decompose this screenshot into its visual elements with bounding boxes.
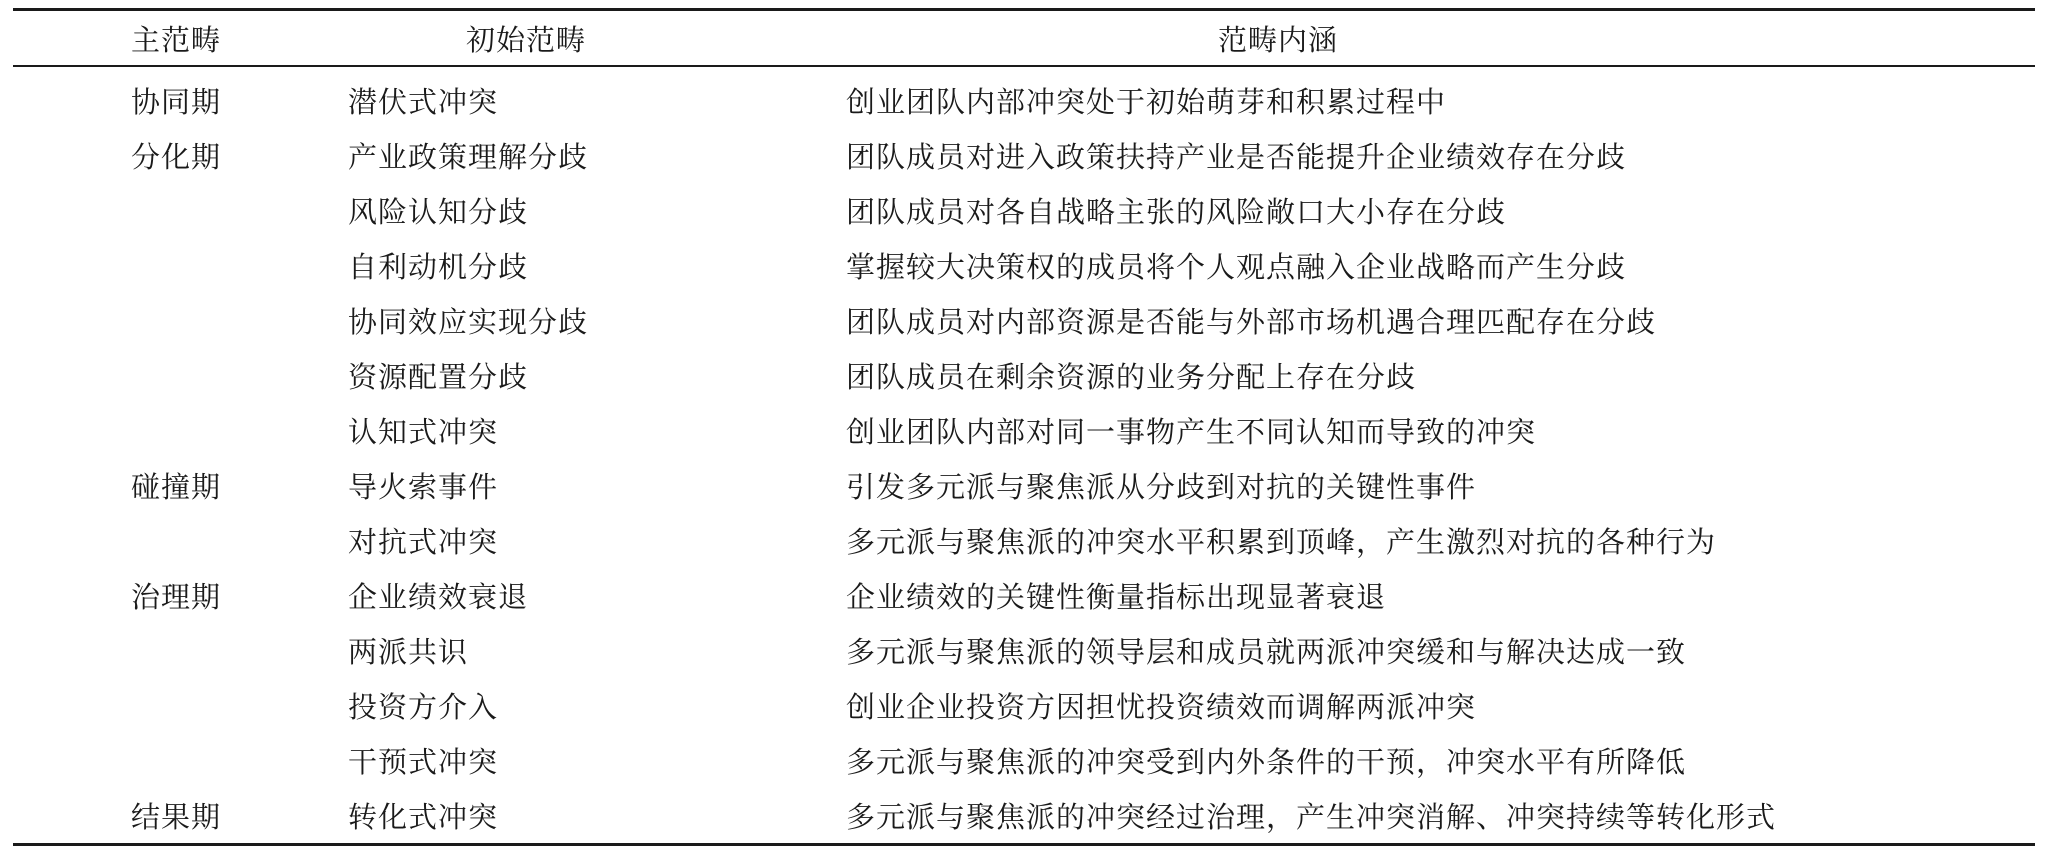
definition-cell: 多元派与聚焦派的冲突经过治理，产生冲突消解、冲突持续等转化形式 (846, 788, 2035, 845)
main-category-cell: 结果期 (13, 788, 348, 845)
table-row (13, 403, 2035, 458)
table-header (13, 10, 2035, 67)
definition-cell: 团队成员对内部资源是否能与外部市场机遇合理匹配存在分歧 (846, 305, 1657, 339)
table-row (13, 66, 2035, 128)
initial-category-cell: 产业政策理解分歧 (348, 140, 589, 174)
main-category-cell (13, 238, 348, 293)
main-category-cell: 协同期 (131, 85, 222, 119)
initial-category-cell: 转化式冲突 (348, 788, 846, 845)
main-category-cell (13, 513, 348, 568)
header-initial-category: 初始范畴 (348, 10, 846, 67)
definition-cell: 多元派与聚焦派的冲突受到内外条件的干预，冲突水平有所降低 (846, 745, 1687, 779)
definition-cell: 团队成员对进入政策扶持产业是否能提升企业绩效存在分歧 (846, 140, 1627, 174)
table-row (13, 348, 2035, 403)
category-table (13, 8, 2035, 846)
initial-category-cell: 资源配置分歧 (348, 360, 529, 394)
main-category-cell (13, 403, 348, 458)
main-category-cell (13, 733, 348, 788)
table-row (13, 513, 2035, 568)
table-row (13, 623, 2035, 678)
main-category-cell: 碰撞期 (131, 470, 222, 504)
main-category-cell: 治理期 (131, 580, 222, 614)
initial-category-cell: 企业绩效衰退 (348, 580, 529, 614)
initial-category-cell: 干预式冲突 (348, 745, 499, 779)
initial-category-cell: 协同效应实现分歧 (348, 305, 589, 339)
table-row (13, 733, 2035, 788)
definition-cell: 引发多元派与聚焦派从分歧到对抗的关键性事件 (846, 470, 1477, 504)
table-row (13, 128, 2035, 183)
initial-category-cell: 两派共识 (348, 635, 469, 669)
initial-category-cell: 认知式冲突 (348, 415, 499, 449)
header-main-category: 主范畴 (13, 10, 348, 67)
table-row (13, 568, 2035, 623)
header-category-definition: 范畴内涵 (846, 10, 2035, 67)
initial-category-cell: 投资方介入 (348, 690, 499, 724)
table-row (13, 788, 2035, 845)
main-category-cell: 分化期 (131, 140, 222, 174)
header-row (13, 10, 2035, 67)
definition-cell: 创业团队内部冲突处于初始萌芽和积累过程中 (846, 85, 1447, 119)
definition-cell: 多元派与聚焦派的冲突水平积累到顶峰，产生激烈对抗的各种行为 (846, 525, 1717, 559)
initial-category-cell: 对抗式冲突 (348, 525, 499, 559)
main-category-cell (13, 293, 348, 348)
table-row (13, 458, 2035, 513)
definition-cell: 团队成员在剩余资源的业务分配上存在分歧 (846, 360, 1417, 394)
main-category-cell (13, 183, 348, 238)
table-row (13, 678, 2035, 733)
definition-cell: 掌握较大决策权的成员将个人观点融入企业战略而产生分歧 (846, 250, 1627, 284)
definition-cell: 创业团队内部对同一事物产生不同认知而导致的冲突 (846, 415, 1537, 449)
main-category-cell (13, 348, 348, 403)
table-row (13, 183, 2035, 238)
table-body (13, 66, 2035, 845)
initial-category-cell: 导火索事件 (348, 470, 499, 504)
definition-cell: 团队成员对各自战略主张的风险敞口大小存在分歧 (846, 195, 1507, 229)
table-row (13, 238, 2035, 293)
main-category-cell (13, 678, 348, 733)
definition-cell: 多元派与聚焦派的领导层和成员就两派冲突缓和与解决达成一致 (846, 635, 1687, 669)
initial-category-cell: 自利动机分歧 (348, 250, 529, 284)
initial-category-cell: 风险认知分歧 (348, 195, 529, 229)
table-row (13, 293, 2035, 348)
definition-cell: 企业绩效的关键性衡量指标出现显著衰退 (846, 580, 1387, 614)
initial-category-cell: 潜伏式冲突 (348, 85, 499, 119)
main-category-cell (13, 623, 348, 678)
definition-cell: 创业企业投资方因担忧投资绩效而调解两派冲突 (846, 690, 1477, 724)
